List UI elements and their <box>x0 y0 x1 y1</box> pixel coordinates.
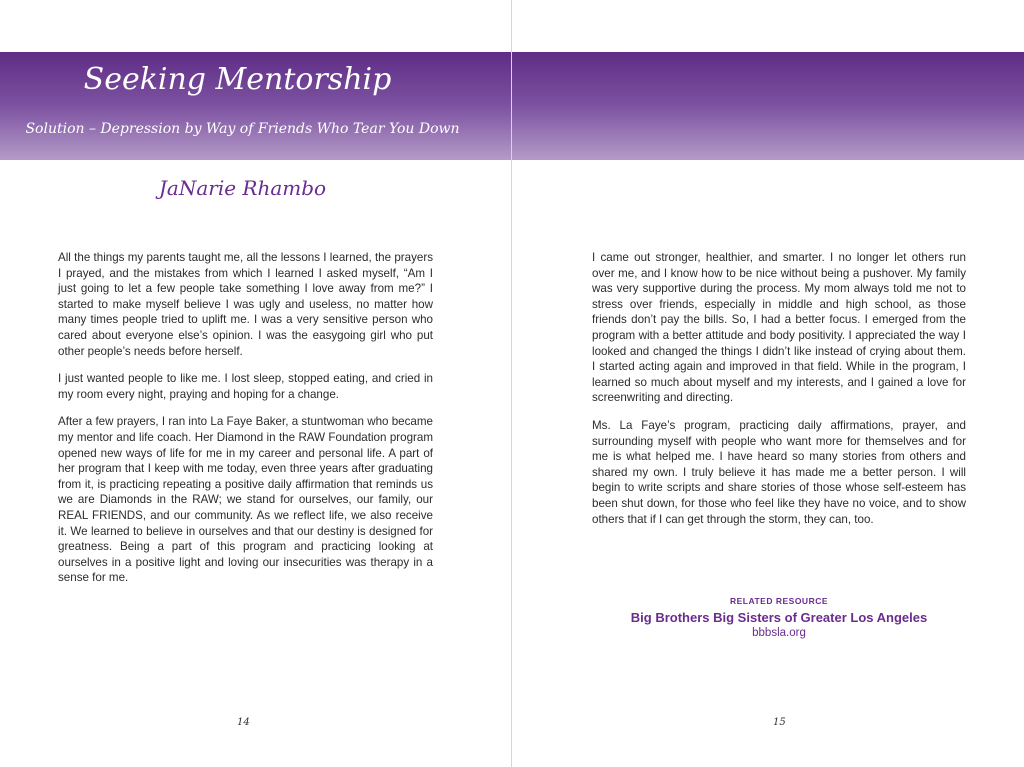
chapter-title: Seeking Mentorship <box>83 62 392 97</box>
page-number-left: 14 <box>237 717 250 728</box>
related-resource-organization: Big Brothers Big Sisters of Greater Los Angeles <box>630 610 928 625</box>
paragraph: After a few prayers, I ran into La Faye Baker, a stuntwoman who became my mentor and life coach. Her Diamond in the RAW Foundation program opened new ways of life for me in my career and personal life. A part of her program that I keep with me today, even three years after graduating from it, is practicing repeating a positive daily affirmation that reminds us we are Diamonds in the RAW; we stand for ourselves, our family, our REAL FRIENDS, and our community. As we reflect life, we also receive it. We learned to believe in ourselves and that our destiny is designed for greatness. Being a part of this program and practicing looking at ourselves in a positive light and loving our insecurities was therapy in a sense for me. <box>58 415 433 585</box>
chapter-subtitle: Solution – Depression by Way of Friends Who Tear You Down <box>25 121 460 137</box>
related-resource <box>592 596 966 639</box>
paragraph: I just wanted people to like me. I lost sleep, stopped eating, and cried in my room every night, praying and hoping for a change. <box>58 372 433 401</box>
header-band-right <box>512 52 1024 160</box>
right-body-text <box>592 250 966 539</box>
page-number-right: 15 <box>773 717 786 728</box>
related-resource-label: RELATED RESOURCE <box>729 596 829 606</box>
left-body-text <box>58 250 433 598</box>
paragraph: I came out stronger, healthier, and smarter. I no longer let others run over me, and I know how to be nice without being a pushover. My family was very supportive during the process. My mom always told me not to stress over friends, especially in middle and high school, as those friends don’t pay the bills. So, I had a better focus. I emerged from the program with a better attitude and body positivity. I appreciated the way I looked and changed the things I didn’t like instead of crying about them. I started acting again and improved in that field. While in the program, I learned so much about myself and my interests, and I gained a love for screenwriting and directing. <box>592 251 966 405</box>
paragraph: All the things my parents taught me, all the lessons I learned, the prayers I prayed, and the mistakes from which I learned I asked myself, “Am I just going to let a few people take something I love away from me?” I started to make myself believe I was ugly and useless, no matter how many times people tried to uplift me. I was a very sensitive person who cared about everyone else’s opinion. I was the easygoing girl who put other people’s needs before herself. <box>58 251 433 358</box>
paragraph: Ms. La Faye’s program, practicing daily affirmations, prayer, and surrounding myself with people who want more for themselves and for me is what helped me. I have heard so many stories from others and shared my own. I truly believe it has made me a better person. I will begin to write scripts and share stories of those whose self-esteem has been shut down, for those who feel like they have no voice, and to show others that if I can get through the storm, they can, too. <box>592 418 966 526</box>
related-resource-url[interactable]: bbbsla.org <box>752 627 806 639</box>
author-name: JaNarie Rhambo <box>158 176 327 200</box>
